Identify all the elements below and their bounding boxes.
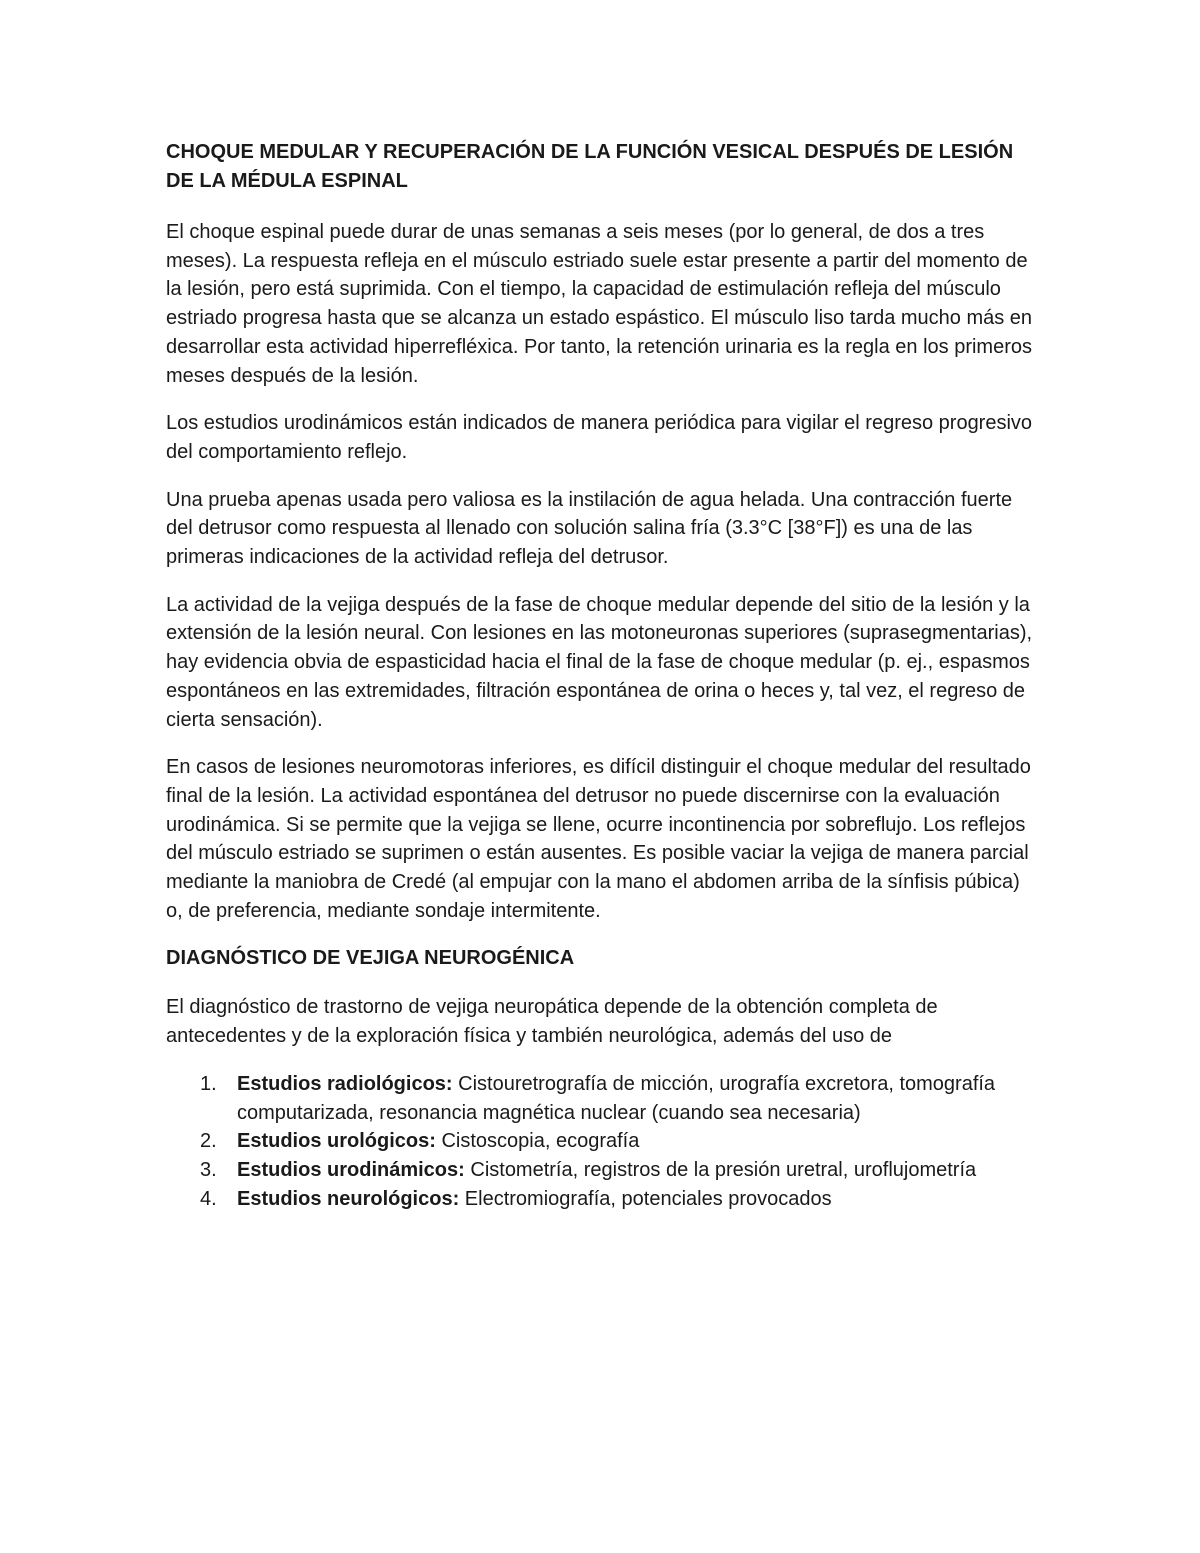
- list-item-number: 2.: [200, 1130, 217, 1153]
- paragraph-diagnosis-intro: El diagnóstico de trastorno de vejiga neuropática depende de la obtención completa de antecedentes y de la exploración física y también neurológica, además del uso de: [166, 996, 938, 1048]
- paragraph-ice-water-test: Una prueba apenas usada pero valiosa es la instilación de agua helada. Una contracción fuerte del detrusor como respuesta al llenado con solución salina fría (3.3°C [38°F]) es una de las primeras indicaciones de la actividad refleja del detrusor.: [166, 488, 1013, 569]
- diagnostic-studies-list: [166, 1070, 1041, 1214]
- list-item-term: Estudios radiológicos:: [237, 1072, 453, 1095]
- list-item: [166, 1127, 1041, 1156]
- section-heading-spinal-shock: CHOQUE MEDULAR Y RECUPERACIÓN DE LA FUNCIÓN VESICAL DESPUÉS DE LESIÓN DE LA MÉDULA ESPINAL: [166, 141, 1014, 192]
- list-item-term: Estudios urodinámicos:: [237, 1158, 465, 1181]
- list-item: [166, 1185, 1041, 1214]
- list-item-text: Cistometría, registros de la presión uretral, uroflujometría: [464, 1158, 977, 1181]
- list-item-number: 1.: [200, 1072, 217, 1095]
- list-item-text: Cistouretrografía de micción, urografía excretora, tomografía computarizada, resonancia magnética nuclear (cuando sea necesaria): [237, 1072, 996, 1124]
- list-item: [166, 1070, 1041, 1127]
- list-item-text: Electromiografía, potenciales provocados: [459, 1187, 832, 1210]
- list-item-term: Estudios urológicos:: [237, 1130, 436, 1153]
- list-item-number: 3.: [200, 1158, 217, 1181]
- document-page: [166, 138, 1041, 1213]
- list-item-number: 4.: [200, 1187, 217, 1210]
- paragraph-lower-motor-lesions: En casos de lesiones neuromotoras inferiores, es difícil distinguir el choque medular del resultado final de la lesión. La actividad espontánea del detrusor no puede discernirse con la evaluación urodinámica. Si se permite que la vejiga se llene, ocurre incontinencia por sobreflujo. Los reflejos del músculo estriado se suprimen o están ausentes. Es posible vaciar la vejiga de manera parcial mediante la maniobra de Credé (al empujar con la mano el abdomen arriba de la sínfisis púbica) o, de preferencia, mediante sondaje intermitente.: [166, 756, 1031, 922]
- paragraph-urodynamic-studies: Los estudios urodinámicos están indicados de manera periódica para vigilar el regreso progresivo del comportamiento reflejo.: [166, 412, 1033, 463]
- list-item-term: Estudios neurológicos:: [237, 1187, 460, 1210]
- list-item: [166, 1156, 1041, 1185]
- paragraph-spinal-shock-duration: El choque espinal puede durar de unas semanas a seis meses (por lo general, de dos a tres meses). La respuesta refleja en el músculo estriado suele estar presente a partir del momento de la lesión, pero está suprimida. Con el tiempo, la capacidad de estimulación refleja del músculo estriado progresa hasta que se alcanza un estado espástico. El músculo liso tarda mucho más en desarrollar esta actividad hiperrefléxica. Por tanto, la retención urinaria es la regla en los primeros meses después de la lesión.: [166, 221, 1033, 387]
- paragraph-bladder-activity: La actividad de la vejiga después de la fase de choque medular depende del sitio de la lesión y la extensión de la lesión neural. Con lesiones en las motoneuronas superiores (suprasegmentarias), hay evidencia obvia de espasticidad hacia el final de la fase de choque medular (p. ej., espasmos espontáneos en las extremidades, filtración espontánea de orina o heces y, tal vez, el regreso de cierta sensación).: [166, 593, 1033, 731]
- list-item-text: Cistoscopia, ecografía: [435, 1130, 640, 1153]
- section-heading-diagnosis: DIAGNÓSTICO DE VEJIGA NEUROGÉNICA: [166, 947, 575, 970]
